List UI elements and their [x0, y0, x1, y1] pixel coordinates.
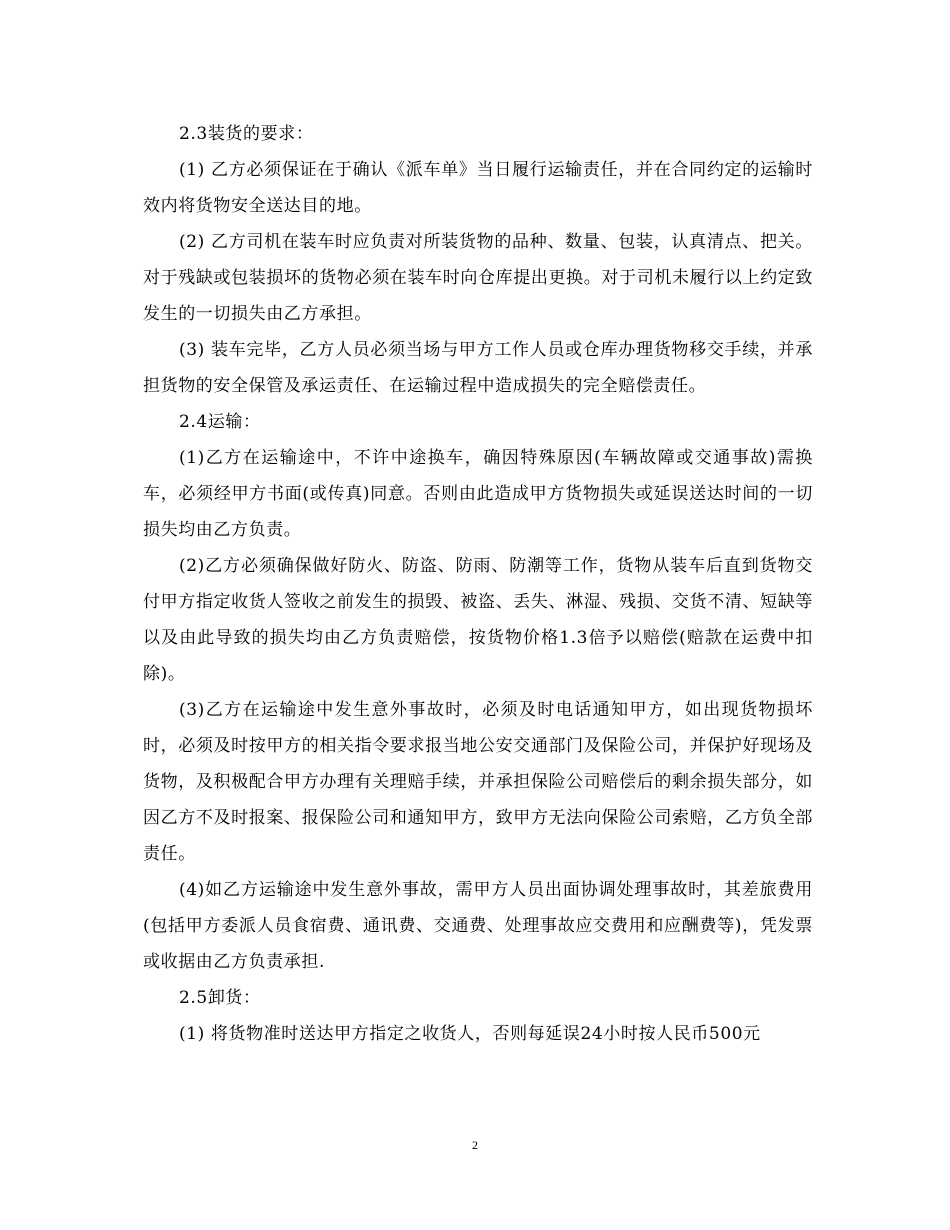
paragraph: (1)乙方在运输途中，不许中途换车，确因特殊原因(车辆故障或交通事故)需换车，必须经甲方书面(或传真)同意。否则由此造成甲方货物损失或延误送达时间的一切损失均由乙方负责。 — [143, 448, 813, 540]
document-body — [143, 116, 813, 1052]
paragraph: (2)乙方必须确保做好防火、防盗、防雨、防潮等工作，货物从装车后直到货物交付甲方指定收货人签收之前发生的损毁、被盗、丢失、淋湿、残损、交货不清、短缺等以及由此导致的损失均由乙方负责赔偿，按货物价格1.3倍予以赔偿(赔款在运费中扣除)。 — [143, 556, 813, 684]
paragraph: (4)如乙方运输途中发生意外事故，需甲方人员出面协调处理事故时，其差旅费用(包括甲方委派人员食宿费、通讯费、交通费、处理事故应交费用和应酬费等)，凭发票或收据由乙方负责承担. — [143, 880, 813, 972]
paragraph: (2) 乙方司机在装车时应负责对所装货物的品种、数量、包装，认真清点、把关。对于残缺或包装损坏的货物必须在装车时向仓库提出更换。对于司机未履行以上约定致发生的一切损失由乙方承担。 — [143, 232, 813, 324]
section-heading-2-3: 2.3装货的要求： — [179, 124, 314, 144]
section-heading-2-4: 2.4运输： — [179, 412, 261, 432]
paragraph: (3) 装车完毕，乙方人员必须当场与甲方工作人员或仓库办理货物移交手续，并承担货物的安全保管及承运责任、在运输过程中造成损失的完全赔偿责任。 — [143, 340, 813, 396]
paragraph: (1) 将货物准时送达甲方指定之收货人，否则每延误24小时按人民币500元 — [179, 1024, 761, 1044]
paragraph: (3)乙方在运输途中发生意外事故时，必须及时电话通知甲方，如出现货物损坏时，必须及时按甲方的相关指令要求报当地公安交通部门及保险公司，并保护好现场及货物，及积极配合甲方办理有关理赔手续，并承担保险公司赔偿后的剩余损失部分，如因乙方不及时报案、报保险公司和通知甲方，致甲方无法向保险公司索赔，乙方负全部责任。 — [143, 700, 813, 864]
page-number: 2 — [472, 1138, 478, 1152]
section-heading-2-5: 2.5卸货： — [179, 988, 261, 1008]
paragraph: (1) 乙方必须保证在于确认《派车单》当日履行运输责任，并在合同约定的运输时效内将货物安全送达目的地。 — [143, 160, 813, 216]
